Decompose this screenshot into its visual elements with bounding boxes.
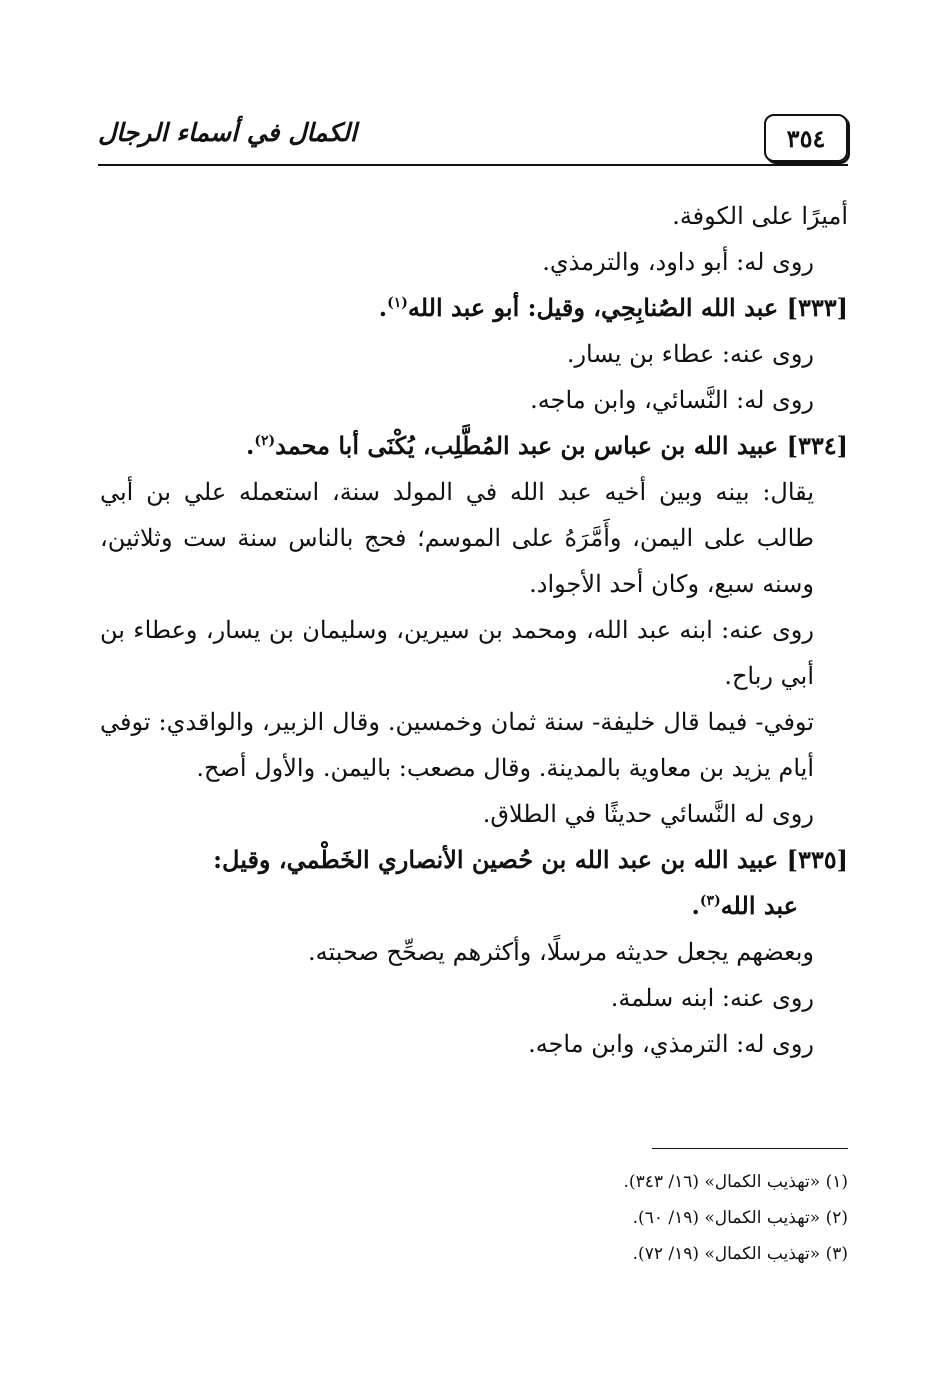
- footnote-divider: [652, 1148, 848, 1149]
- footnote-ref: (٣): [699, 893, 721, 909]
- entry-heading-335-cont: [100, 883, 848, 929]
- page-header: [98, 112, 848, 164]
- page-body: [100, 193, 848, 1067]
- entry-heading-333: [100, 285, 848, 331]
- body-paragraph: روى له: الترمذي، وابن ماجه.: [528, 1030, 814, 1058]
- footnotes: [300, 1164, 848, 1272]
- entry-number: [٣٣٣]: [786, 293, 848, 322]
- body-line: أميرًا على الكوفة.: [672, 202, 848, 230]
- entry-heading-334: [100, 423, 848, 469]
- body-line: روى عنه: عطاء بن يسار.: [566, 340, 814, 368]
- footnote-ref: (٢): [254, 433, 276, 449]
- entry-number: [٣٣٥]: [786, 845, 848, 874]
- body-paragraph: توفي- فيما قال خليفة- سنة ثمان وخمسين. وقال الزبير، والواقدي: توفي أيام يزيد بن معاوية بالمدينة. وقال مصعب: باليمن. والأول أصح.: [100, 708, 814, 782]
- entry-name: عبيد الله بن عبد الله بن حُصين الأنصاري الخَطْمي، وقيل:: [213, 845, 779, 874]
- footnote: (٣) «تهذيب الكمال» (١٩/ ٧٢).: [632, 1244, 848, 1264]
- body-paragraph: روى عنه: ابنه سلمة.: [610, 984, 814, 1012]
- body-paragraph: وبعضهم يجعل حديثه مرسلًا، وأكثرهم يصحِّح صحبته.: [307, 938, 814, 966]
- footnote: (٢) «تهذيب الكمال» (١٩/ ٦٠).: [632, 1208, 848, 1228]
- book-title: الكمال في أسماء الرجال: [98, 118, 357, 147]
- footnote: (١) «تهذيب الكمال» (١٦/ ٣٤٣).: [623, 1172, 848, 1192]
- body-paragraph: روى عنه: ابنه عبد الله، ومحمد بن سيرين، وسليمان بن يسار، وعطاء بن أبي رباح.: [100, 616, 814, 690]
- body-line: روى له: النَّسائي، وابن ماجه.: [530, 386, 814, 414]
- entry-name: عبد الله الصُنابِحِي، وقيل: أبو عبد الله: [407, 293, 779, 322]
- entry-name: عبيد الله بن عباس بن عبد المُطَّلِب، يُكْنَى أبا محمد: [275, 431, 779, 460]
- entry-name: عبد الله: [720, 891, 798, 920]
- body-line: روى له: أبو داود، والترمذي.: [542, 248, 814, 276]
- entry-number: [٣٣٤]: [786, 431, 848, 460]
- entry-heading-335: [100, 837, 848, 883]
- body-paragraph: روى له النَّسائي حديثًا في الطلاق.: [482, 800, 814, 828]
- page-number: ٣٥٤: [764, 114, 848, 162]
- header-divider: [98, 164, 848, 166]
- entry-period: .: [378, 293, 388, 322]
- entry-period: .: [246, 431, 255, 460]
- footnote-ref: (١): [387, 295, 408, 311]
- body-paragraph: يقال: بينه وبين أخيه عبد الله في المولد سنة، استعمله علي بن أبي طالب على اليمن، وأَمَّرَهُ على الموسم؛ فحج بالناس سنة ست وثلاثين، وسنه سبع، وكان أحد الأجواد.: [100, 478, 814, 598]
- entry-period: .: [691, 891, 700, 920]
